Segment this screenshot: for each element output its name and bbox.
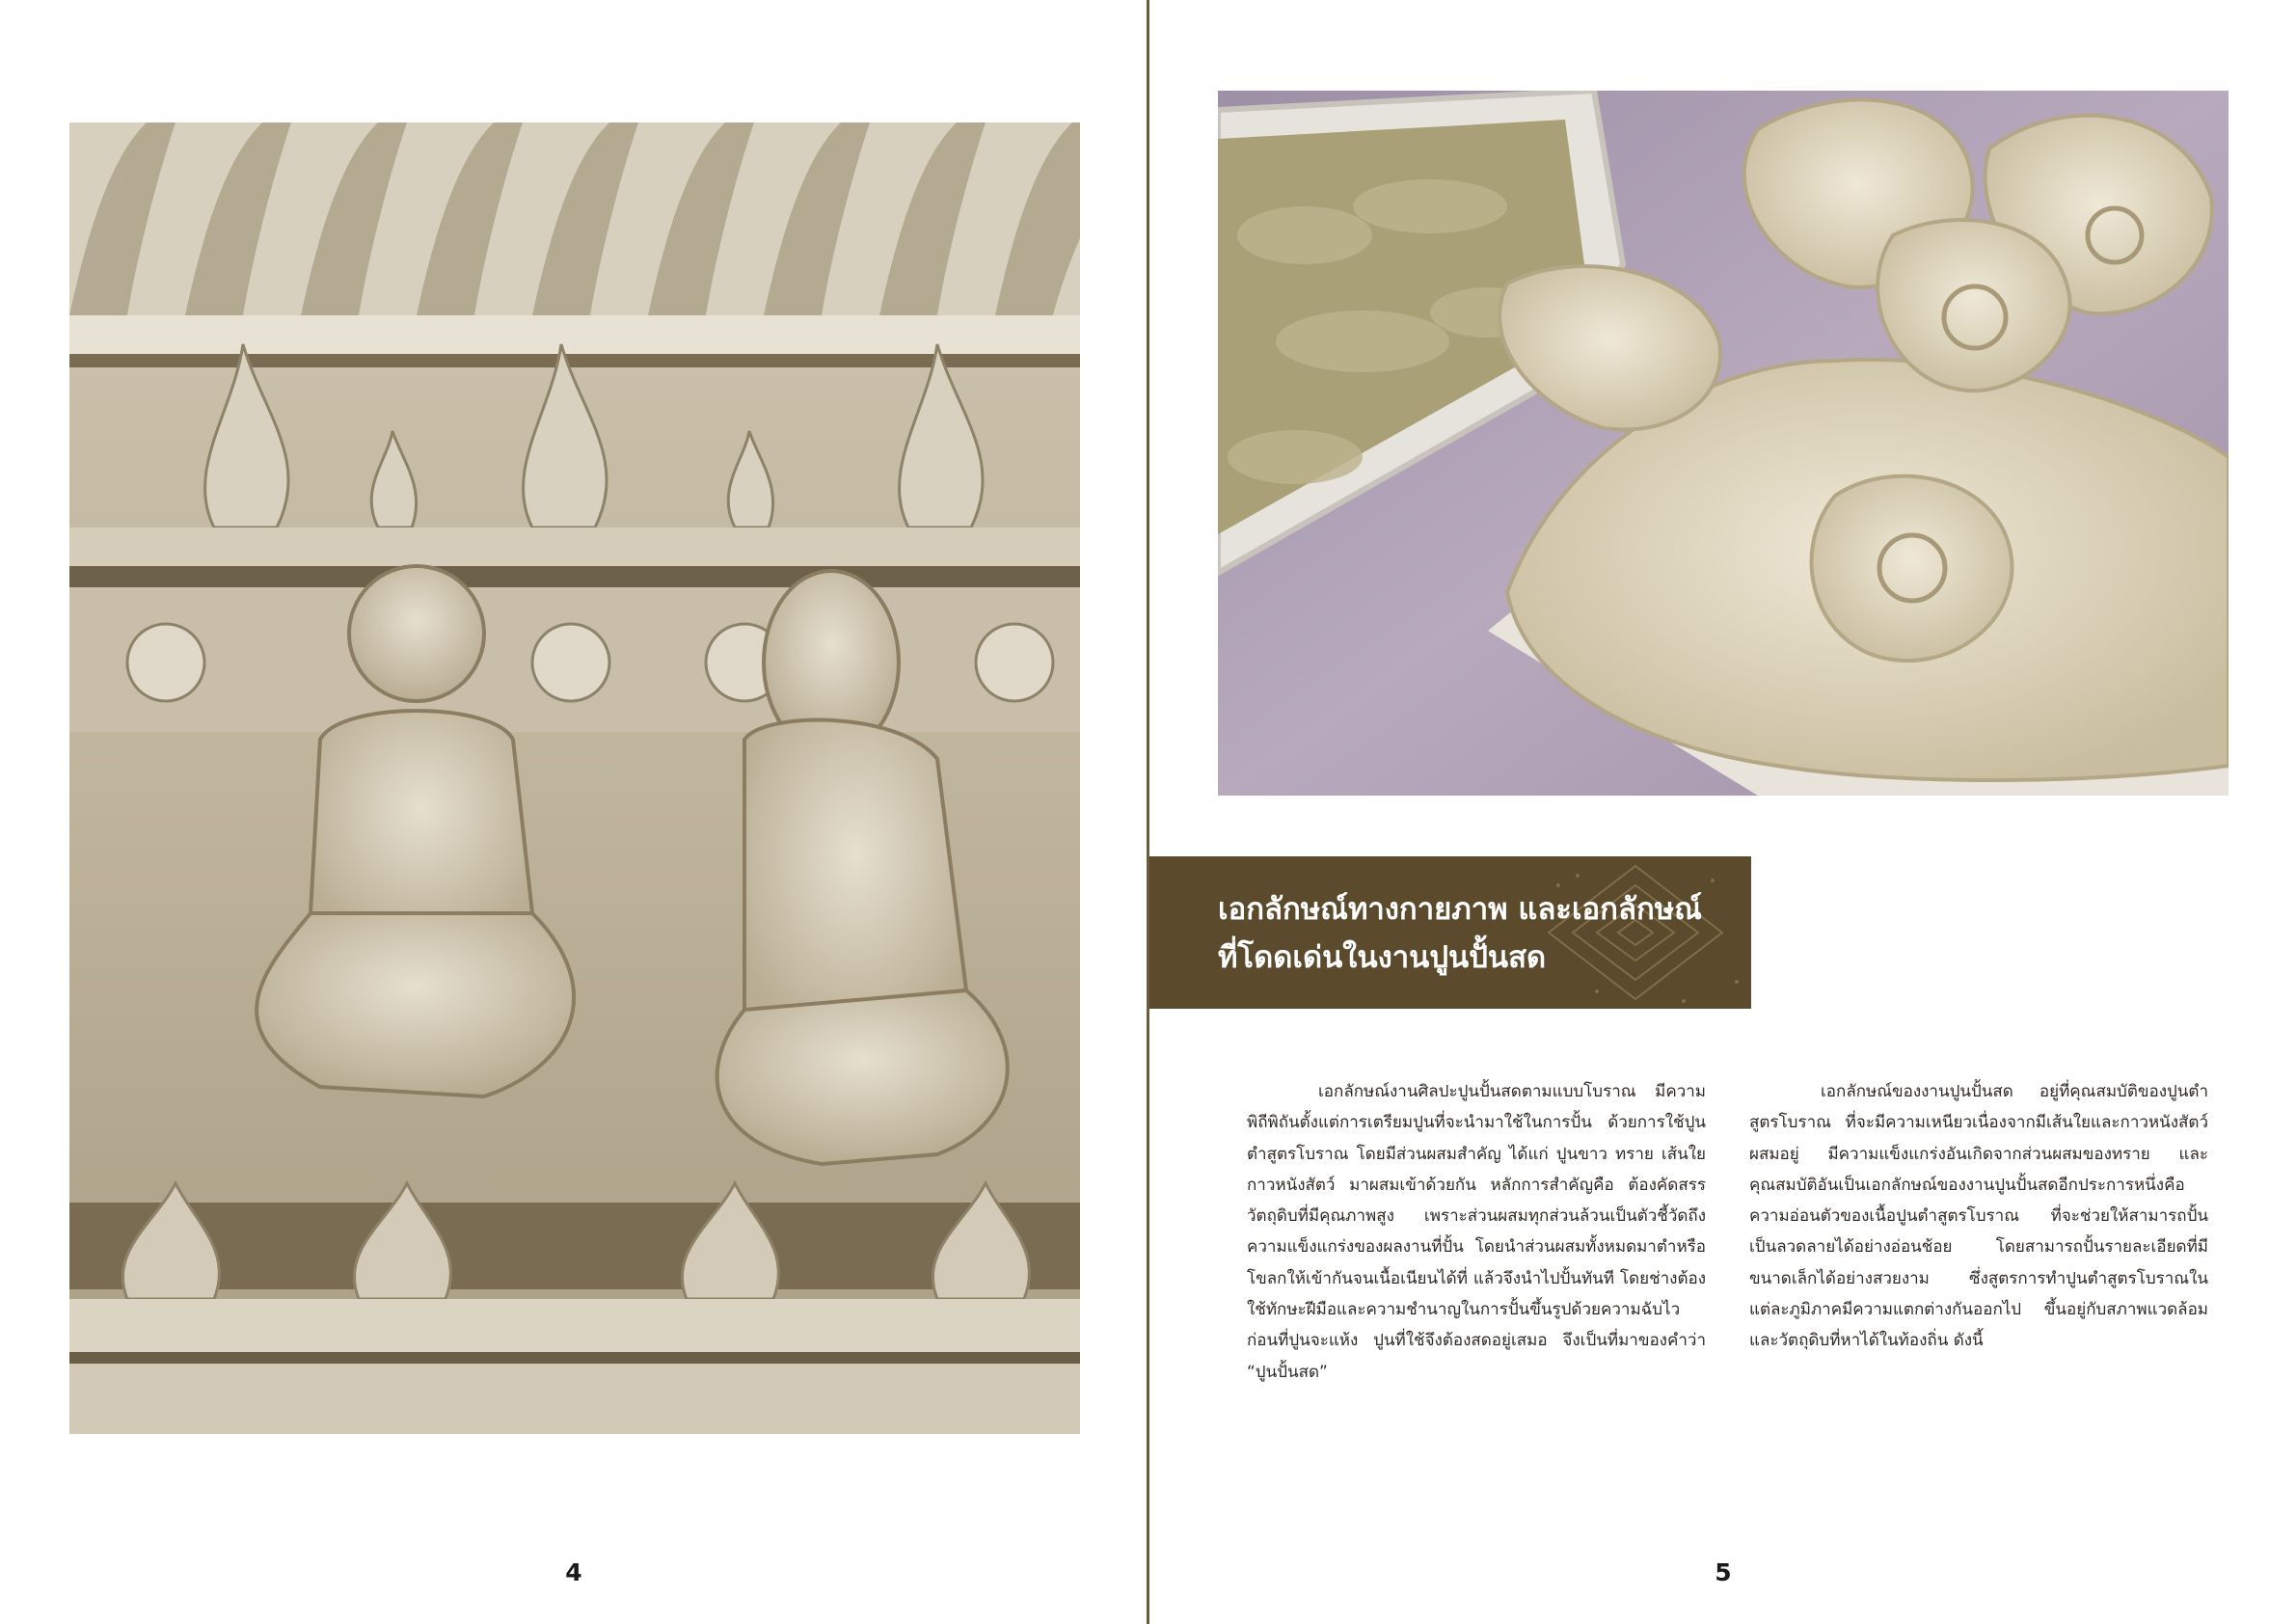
book-spine-divider	[1147, 0, 1149, 1624]
page-number-left: 4	[565, 1558, 582, 1586]
body-text-column-2: เอกลักษณ์ของงานปูนปั้นสด อยู่ที่คุณสมบัติของปูนตำสูตรโบราณ ที่จะมีความเหนียวเนื่องจากมีเส้นใยและกาวหนังสัตว์ผสมอยู่ มีความแข็งแกร่งอันเกิดจากส่วนผสมของทราย และคุณสมบัติอันเป็นเอกลักษณ์ของงานปูนปั้นสดอีกประการหนึ่งคือ ความอ่อนตัวของเนื้อปูนตำสูตรโบราณ ที่จะช่วยให้สามารถปั้นเป็นลวดลายได้อย่างอ่อนช้อย โดยสามารถปั้นรายละเอียดที่มีขนาดเล็กได้อย่างสวยงาม ซึ่งสูตรการทำปูนตำสูตรโบราณในแต่ละภูมิภาคมีความแตกต่างกันออกไป ขึ้นอยู่กับสภาพแวดล้อมและวัตถุดิบที่หาได้ในท้องถิ่น ดังนี้	[1749, 1082, 2208, 1351]
relief-carving-image	[69, 122, 1080, 1434]
stucco-dough-image	[1218, 91, 2228, 796]
body-text-column-1: เอกลักษณ์งานศิลปะปูนปั้นสดตามแบบโบราณ มีความพิถีพิถันตั้งแต่การเตรียมปูนที่จะนำมาใช้ในการปั้น ด้วยการใช้ปูนตำสูตรโบราณ โดยมีส่วนผสมสำคัญ ได้แก่ ปูนขาว ทราย เส้นใย กาวหนังสัตว์ มาผสมเข้าด้วยกัน หลักการสำคัญคือ ต้องคัดสรรวัตถุดิบที่มีคุณภาพสูง เพราะส่วนผสมทุกส่วนล้วนเป็นตัวชี้วัดถึงความแข็งแกร่งของผลงานที่ปั้น โดยนำส่วนผสมทั้งหมดมาตำหรือโขลกให้เข้ากันจนเนื้อเนียนได้ที่ แล้วจึงนำไปปั้นทันที โดยช่างต้องใช้ทักษะฝีมือและความชำนาญในการปั้นขึ้นรูปด้วยความฉับไวก่อนที่ปูนจะแห้ง ปูนที่ใช้จึงต้องสดอยู่เสมอ จึงเป็นที่มาของคำว่า “ปูนปั้นสด”	[1247, 1082, 1706, 1382]
section-title-line-1: เอกลักษณ์ทางกายภาพ และเอกลักษณ์	[1218, 892, 1702, 927]
stucco-dough-photo	[1218, 91, 2228, 796]
relief-carving-photo	[69, 122, 1080, 1434]
section-title-line-2: ที่โดดเด่นในงานปูนปั้นสด	[1218, 940, 1547, 975]
section-title	[1218, 885, 1739, 982]
section-title-banner	[1149, 856, 1751, 1009]
page-number-right: 5	[1715, 1558, 1732, 1586]
